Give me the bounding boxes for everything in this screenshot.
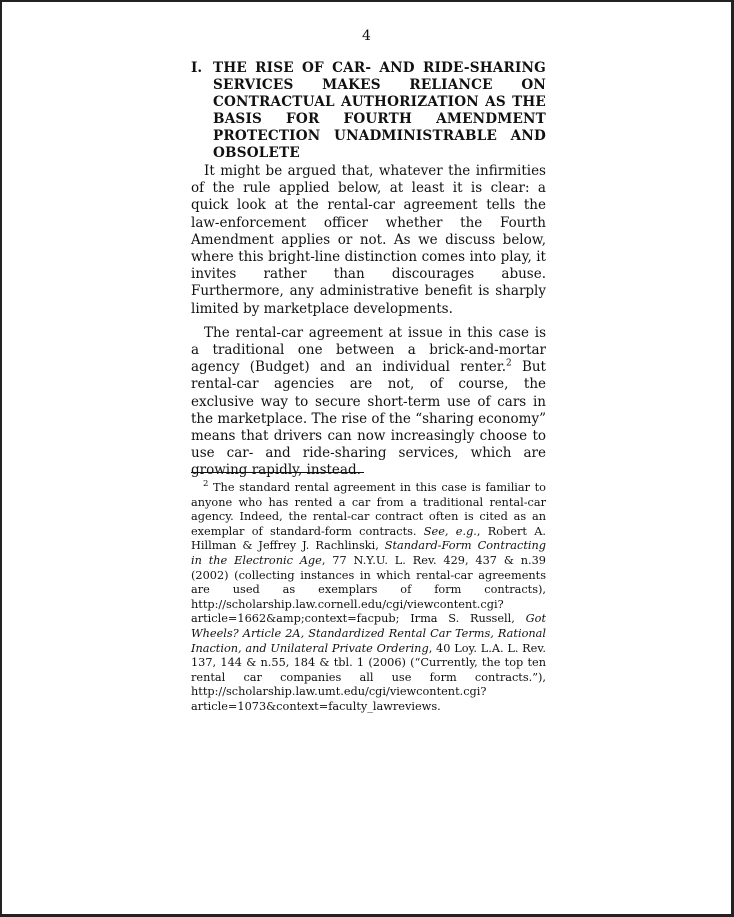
footnote-cited-title: Got Wheels? Article 2A, Standardized Rental Car Terms, Rational Inaction, and Unilateral Private Ordering [191, 612, 546, 655]
section-heading-number: I. [191, 60, 203, 76]
body-paragraph-2 [191, 325, 546, 480]
footnote-divider [191, 472, 364, 473]
footnote-signal: See, e.g. [423, 524, 477, 538]
body-column [191, 60, 547, 490]
footnote-text: , 77 N.Y.U. L. Rev. 429, 437 & n.39 (2002) (collecting instances in which rental-car agreements are used as exemplars of form contracts), http://scholarship.law.cornell.edu/cgi/viewcontent.cgi?article=1662&amp;context=facpub; Irma S. Russell, [191, 553, 546, 626]
footnote-cited-title: Standard-Form Contracting in the Electronic Age [191, 539, 546, 567]
body-paragraph-1: It might be argued that, whatever the infirmities of the rule applied below, at least it is clear: a quick look at the rental-car agreement tells the law-enforcement officer whether the Fourth Amendment applies or not. As we discuss below, where this bright-line distinction comes into play, it invites rather than discourages abuse. Furthermore, any administrative benefit is sharply limited by marketplace developments. [191, 163, 546, 317]
footnote-marker: 2 [203, 479, 209, 490]
footnote-text: The standard rental agreement in this case is familiar to anyone who has rented a car from a traditional rental-car agency. Indeed, the rental-car contract often is cited as an exemplar of standard-form contracts. [191, 481, 546, 538]
paragraph-text: But rental-car agencies are not, of course, the exclusive way to secure short-term use of cars in the marketplace. The rise of the “sharing economy” means that drivers can now increasingly choose to use car- and ride-sharing services, which are growing rapidly, instead. [191, 359, 547, 479]
footnote [191, 481, 546, 715]
page-number: 4 [362, 28, 371, 44]
footnote-text: , 40 Loy. L.A. L. Rev. 137, 144 & n.55, 184 & tbl. 1 (2006) (“Currently, the top ten rental car companies all use form contracts.”), http://scholarship.law.umt.edu/cgi/viewcontent.cgi?article=1073&context=faculty_lawreviews. [191, 641, 546, 713]
paragraph-text: The rental-car agreement at issue in this case is a traditional one between a brick-and-mortar agency (Budget) and an individual renter. [191, 324, 546, 376]
footnote-text: , Robert A. Hillman & Jeffrey J. Rachlinski, [191, 524, 546, 553]
footnote-reference: 2 [506, 358, 512, 369]
section-heading [191, 60, 546, 162]
section-heading-text: THE RISE OF CAR- AND RIDE-SHARING SERVICES MAKES RELIANCE ON CONTRACTUAL AUTHORIZATION AS THE BASIS FOR FOURTH AMENDMENT PROTECTION UNADMINISTRABLE AND OBSOLETE [213, 60, 546, 161]
